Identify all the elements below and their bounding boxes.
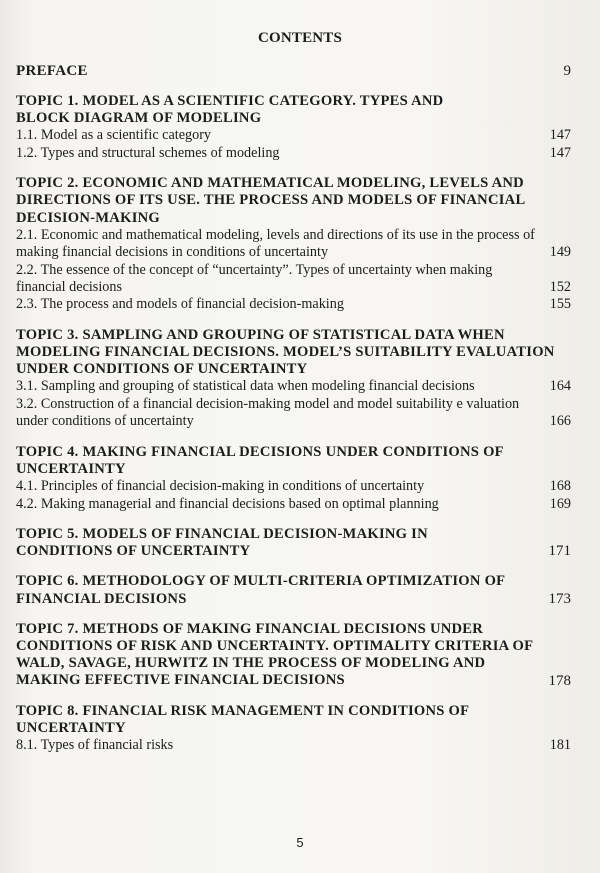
toc-topic <box>16 93 571 162</box>
subentry-page: 147 <box>549 127 571 144</box>
subentry-text: 1.2. Types and structural schemes of modeling <box>16 144 280 161</box>
toc-topic <box>16 621 571 690</box>
toc-subentry <box>16 396 571 431</box>
toc-topic <box>16 175 571 314</box>
toc-subentry <box>16 478 571 495</box>
toc-entry <box>16 62 571 80</box>
topic-title: TOPIC 3. SAMPLING AND GROUPING OF STATISTICAL DATA WHEN MODELING FINANCIAL DECISIONS. MODEL’S SUITABILITY EVALUATION UNDER CONDITIONS OF UNCERTAINTY <box>16 326 555 378</box>
subentry-page: 152 <box>549 279 571 296</box>
topic-title: TOPIC 1. MODEL AS A SCIENTIFIC CATEGORY. TYPES AND BLOCK DIAGRAM OF MODELING <box>16 93 444 127</box>
subentry-text: 2.2. The essence of the concept of “uncertainty”. Types of uncertainty when making financial decisions <box>16 261 493 296</box>
topic-title: TOPIC 5. MODELS OF FINANCIAL DECISION-MAKING IN CONDITIONS OF UNCERTAINTY <box>16 525 428 560</box>
topic-page: 173 <box>548 590 571 607</box>
page-title: CONTENTS <box>257 30 343 46</box>
topic-page: 171 <box>548 543 571 560</box>
topic-title: TOPIC 4. MAKING FINANCIAL DECISIONS UNDER CONDITIONS OF UNCERTAINTY <box>16 443 504 477</box>
topic-title: TOPIC 8. FINANCIAL RISK MANAGEMENT IN CONDITIONS OF UNCERTAINTY <box>16 702 469 736</box>
page-number: 5 <box>296 835 304 850</box>
toc-preface <box>16 62 571 80</box>
subentry-page: 149 <box>549 244 571 261</box>
toc-subentry <box>16 378 571 395</box>
subentry-page: 166 <box>549 413 571 430</box>
topic-title: TOPIC 2. ECONOMIC AND MATHEMATICAL MODELING, LEVELS AND DIRECTIONS OF ITS USE. THE PROCESS AND MODELS OF FINANCIAL DECISION-MAKING <box>16 175 525 226</box>
toc-subentry <box>16 296 571 313</box>
toc-subentry <box>16 737 571 754</box>
subentry-page: 169 <box>549 495 571 512</box>
subentry-text: 2.1. Economic and mathematical modeling, levels and directions of its use in the process of making financial decisions in conditions of uncertainty <box>16 226 535 261</box>
subentry-page: 164 <box>549 378 571 395</box>
subentry-text: 4.1. Principles of financial decision-making in conditions of uncertainty <box>16 478 425 495</box>
toc-subentry <box>16 127 571 144</box>
topic-title: TOPIC 7. METHODS OF MAKING FINANCIAL DECISIONS UNDER CONDITIONS OF RISK AND UNCERTAINTY. OPTIMALITY CRITERIA OF WALD, SAVAGE, HURWITZ IN THE PROCESS OF MODELING AND MAKING EFFECTIVE FINANCIAL DECISIONS <box>16 620 533 689</box>
toc-entry <box>16 621 571 690</box>
subentry-text: 1.1. Model as a scientific category <box>16 127 212 144</box>
topic-page: 178 <box>548 672 571 689</box>
toc-topic <box>16 573 571 607</box>
toc-entry <box>16 573 571 607</box>
toc-topic <box>16 444 571 513</box>
subentry-page: 168 <box>549 478 571 495</box>
subentry-page: 155 <box>549 296 571 313</box>
toc-subentry <box>16 145 571 162</box>
toc-subentry <box>16 496 571 513</box>
toc-topic <box>16 703 571 755</box>
topic-title: TOPIC 6. METHODOLOGY OF MULTI-CRITERIA OPTIMIZATION OF FINANCIAL DECISIONS <box>16 573 505 607</box>
subentry-text: 2.3. The process and models of financial decision-making <box>16 296 344 313</box>
table-of-contents <box>16 62 571 754</box>
toc-subentry <box>16 227 571 262</box>
toc-topic <box>16 526 571 560</box>
toc-entry <box>16 526 571 560</box>
subentry-text: 3.1. Sampling and grouping of statistical data when modeling financial decisions <box>16 378 475 395</box>
subentry-text: 8.1. Types of financial risks <box>16 736 174 753</box>
subentry-text: 3.2. Construction of a financial decision-making model and model suitability e valuation under conditions of uncertainty <box>16 395 520 430</box>
toc-topic <box>16 327 571 431</box>
preface-page: 9 <box>563 63 571 79</box>
toc-subentry <box>16 262 571 297</box>
subentry-text: 4.2. Making managerial and financial decisions based on optimal planning <box>16 495 439 512</box>
subentry-page: 147 <box>549 144 571 161</box>
preface-label: PREFACE <box>16 63 88 79</box>
subentry-page: 181 <box>549 736 571 753</box>
